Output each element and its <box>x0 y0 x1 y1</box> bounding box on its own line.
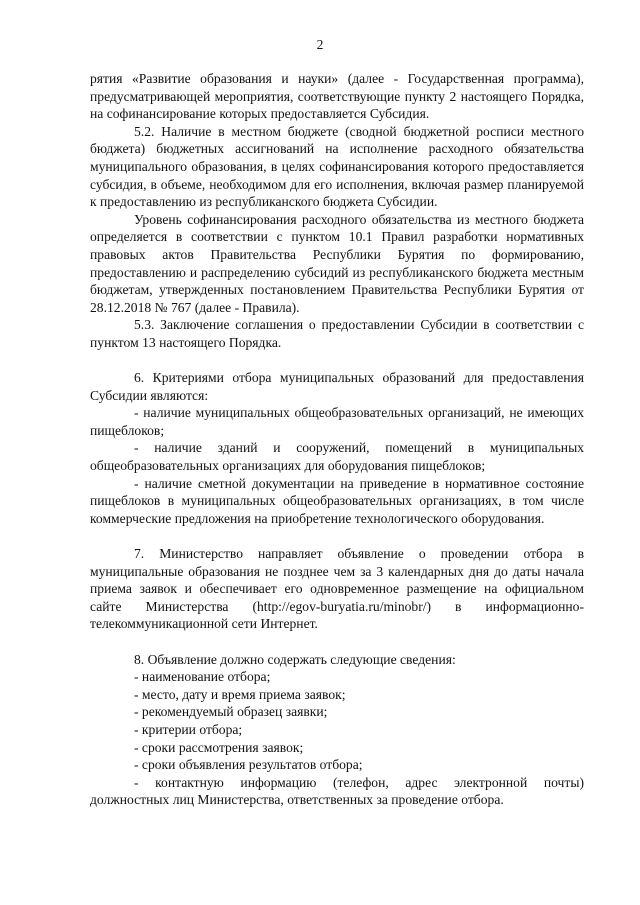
list-item-announcement: - контактную информацию (телефон, адрес электронной почты) должностных лиц Министерства, ответственных за проведение отбора. <box>90 774 584 808</box>
list-item-announcement: - сроки рассмотрения заявок; <box>134 739 304 755</box>
list-item-announcement: - место, дату и время приема заявок; <box>134 686 346 702</box>
paragraph-7-announcement: 7. Министерство направляет объявление о проведении отбора в муниципальные образования не позднее чем за 3 календарных дня до даты начала приема заявок и обеспечивает его одновременное размещение на официальном сайте Министерства (http://egov-buryatia.ru/minobr/) в информационно-телекоммуникационной сети Интернет. <box>90 546 584 632</box>
document-body <box>90 70 584 809</box>
paragraph-cofinancing-level: Уровень софинансирования расходного обязательства из местного бюджета определяется в соответствии с пунктом 10.1 Правил разработки нормативных правовых актов Правительства Республики Бурятия по формированию, предоставлению и распределению субсидий из республиканского бюджета местным бюджетам, утвержденных постановлением Правительства Республики Бурятия от 28.12.2018 № 767 (далее - Правила). <box>90 211 584 315</box>
list-item-announcement: - рекомендуемый образец заявки; <box>134 704 328 720</box>
list-item-criterion: - наличие сметной документации на приведение в нормативное состояние пищеблоков в муниципальных общеобразовательных организациях, в том числе коммерческие предложения на приобретение технологического оборудования. <box>90 475 584 526</box>
paragraph-5-3: 5.3. Заключение соглашения о предоставлении Субсидии в соответствии с пунктом 13 настоящего Порядка. <box>90 317 584 350</box>
paragraph-5-2: 5.2. Наличие в местном бюджете (сводной бюджетной росписи местного бюджета) бюджетных ассигнований на исполнение расходного обязательства муниципального образования, в целях софинансирования которого предоставляется субсидия, в объеме, необходимом для его исполнения, включая размер планируемой к предоставлению из республиканского бюджета Субсидии. <box>90 123 584 210</box>
list-item-announcement: - наименование отбора; <box>134 669 271 685</box>
list-item-announcement: - сроки объявления результатов отбора; <box>134 757 363 773</box>
paragraph-6-criteria: 6. Критериями отбора муниципальных образований для предоставления Субсидии являются: <box>90 370 584 403</box>
list-item-criterion: - наличие муниципальных общеобразовательных организаций, не имеющих пищеблоков; <box>90 405 584 438</box>
paragraph-8-contents: 8. Объявление должно содержать следующие сведения: <box>134 651 456 667</box>
page-number: 2 <box>316 37 324 52</box>
list-item-criterion: - наличие зданий и сооружений, помещений в муниципальных общеобразовательных организациях для оборудования пищеблоков; <box>90 440 584 474</box>
list-item-announcement: - критерии отбора; <box>134 721 243 737</box>
paragraph-program-continuation: рятия «Развитие образования и науки» (далее - Государственная программа), предусматривающей мероприятия, соответствующие пункту 2 настоящего Порядка, на софинансирование которых предоставляется Субсидия. <box>90 71 584 122</box>
